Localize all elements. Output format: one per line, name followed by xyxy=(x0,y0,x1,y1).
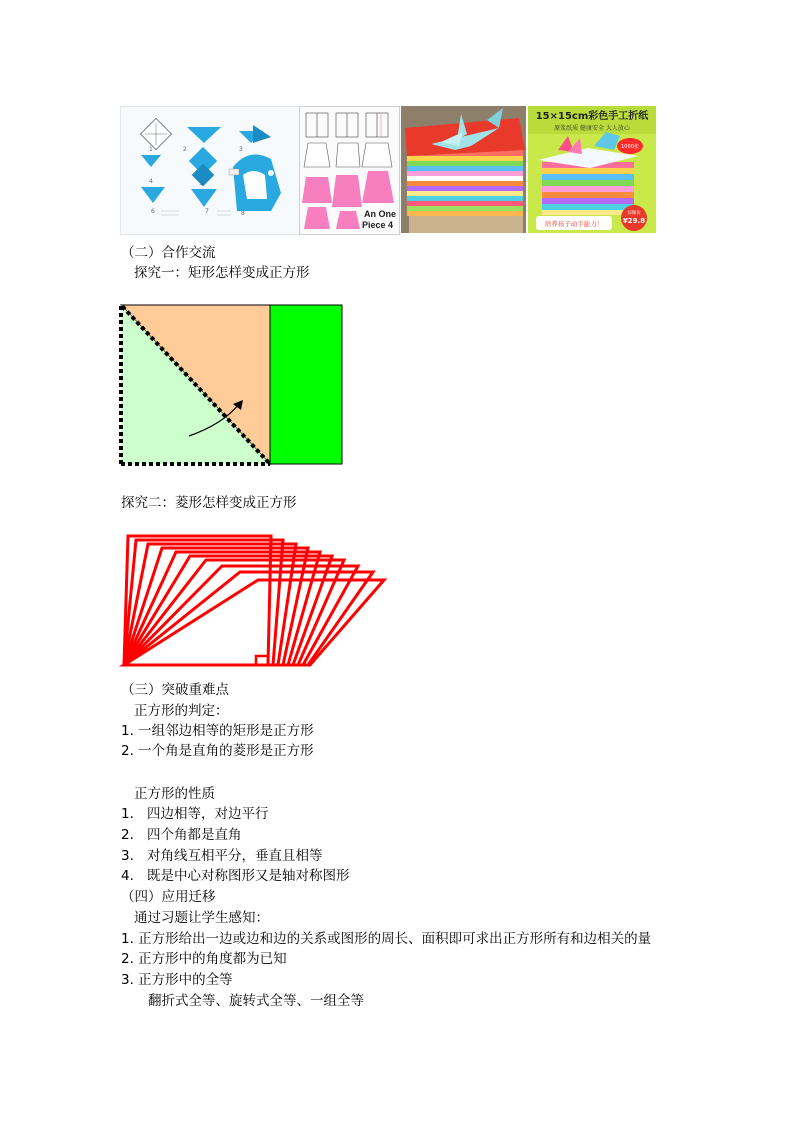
svg-text:7: 7 xyxy=(205,208,209,215)
origami-dress-illustration xyxy=(300,107,399,234)
ad-count: 1000张 xyxy=(621,144,639,150)
svg-text:4: 4 xyxy=(149,178,153,185)
application-item: 3. 正方形中的全等 xyxy=(121,972,233,988)
explore1-title: 探究一：矩形怎样变成正方形 xyxy=(134,265,310,281)
application-item: 1. 正方形给出一边或边和边的关系或图形的周长、面积即可求出正方形所有和边相关的量 xyxy=(121,931,652,947)
property-text: 对角线互相平分，垂直且相等 xyxy=(147,848,323,864)
paper-crane-photo xyxy=(401,106,526,233)
property-text: 四个角都是直角 xyxy=(147,827,242,843)
svg-text:6: 6 xyxy=(151,208,155,215)
svg-text:3: 3 xyxy=(239,146,243,153)
green-rectangle xyxy=(270,305,342,464)
origami-steps-image xyxy=(120,106,300,235)
property-text: 既是中心对称图形又是轴对称图形 xyxy=(147,868,350,884)
criteria-item: 1. 一组邻边相等的矩形是正方形 xyxy=(121,723,314,739)
origami-steps-illustration xyxy=(121,107,299,234)
ad-subtitle: 原浆纸质 健康安全 大人放心 xyxy=(554,125,630,132)
section4-intro: 通过习题让学生感知： xyxy=(134,910,269,926)
svg-text:8: 8 xyxy=(241,210,245,217)
rhombus-outlines xyxy=(124,536,384,665)
origami-paper-ad-illustration xyxy=(528,106,656,233)
section3-heading: （三）突破重难点 xyxy=(121,682,229,698)
origami-paper-ad-image xyxy=(528,106,656,233)
property-item xyxy=(121,846,323,866)
property-number: 1. xyxy=(121,806,134,822)
dress-caption-line2: Piece 4 xyxy=(362,220,394,230)
properties-title: 正方形的性质 xyxy=(134,786,215,802)
explore2-title: 探究二：菱形怎样变成正方形 xyxy=(121,495,297,511)
svg-text:1: 1 xyxy=(149,146,153,153)
property-number: 3. xyxy=(121,848,134,864)
rectangle-fold-diagram xyxy=(115,300,350,470)
paper-crane-illustration xyxy=(401,106,526,233)
property-item xyxy=(121,866,350,886)
ad-slogan: 培养孩子动手能力！ xyxy=(544,220,604,228)
svg-text:5: 5 xyxy=(199,180,203,187)
property-number: 4. xyxy=(121,868,134,884)
section4-heading: （四）应用迁移 xyxy=(121,889,216,905)
ad-price: ¥29.8 xyxy=(622,217,646,225)
property-item xyxy=(121,804,269,824)
svg-text:2: 2 xyxy=(183,146,187,153)
ad-price-tag: 惊爆价 xyxy=(627,211,641,216)
property-text: 四边相等，对边平行 xyxy=(147,806,269,822)
section2-heading: （二）合作交流 xyxy=(121,245,216,261)
property-number: 2. xyxy=(121,827,134,843)
property-item xyxy=(121,825,242,845)
criteria-title: 正方形的判定： xyxy=(134,703,229,719)
dress-caption-line1: An One xyxy=(364,209,397,219)
origami-dress-image xyxy=(299,106,400,235)
criteria-item: 2. 一个角是直角的菱形是正方形 xyxy=(121,743,314,759)
application-item: 2. 正方形中的角度都为已知 xyxy=(121,951,287,967)
rhombus-to-square-diagram xyxy=(118,530,393,675)
ad-title: 15×15cm彩色手工折纸 xyxy=(535,111,649,122)
congruence-types: 翻折式全等、旋转式全等、一组全等 xyxy=(148,993,364,1009)
